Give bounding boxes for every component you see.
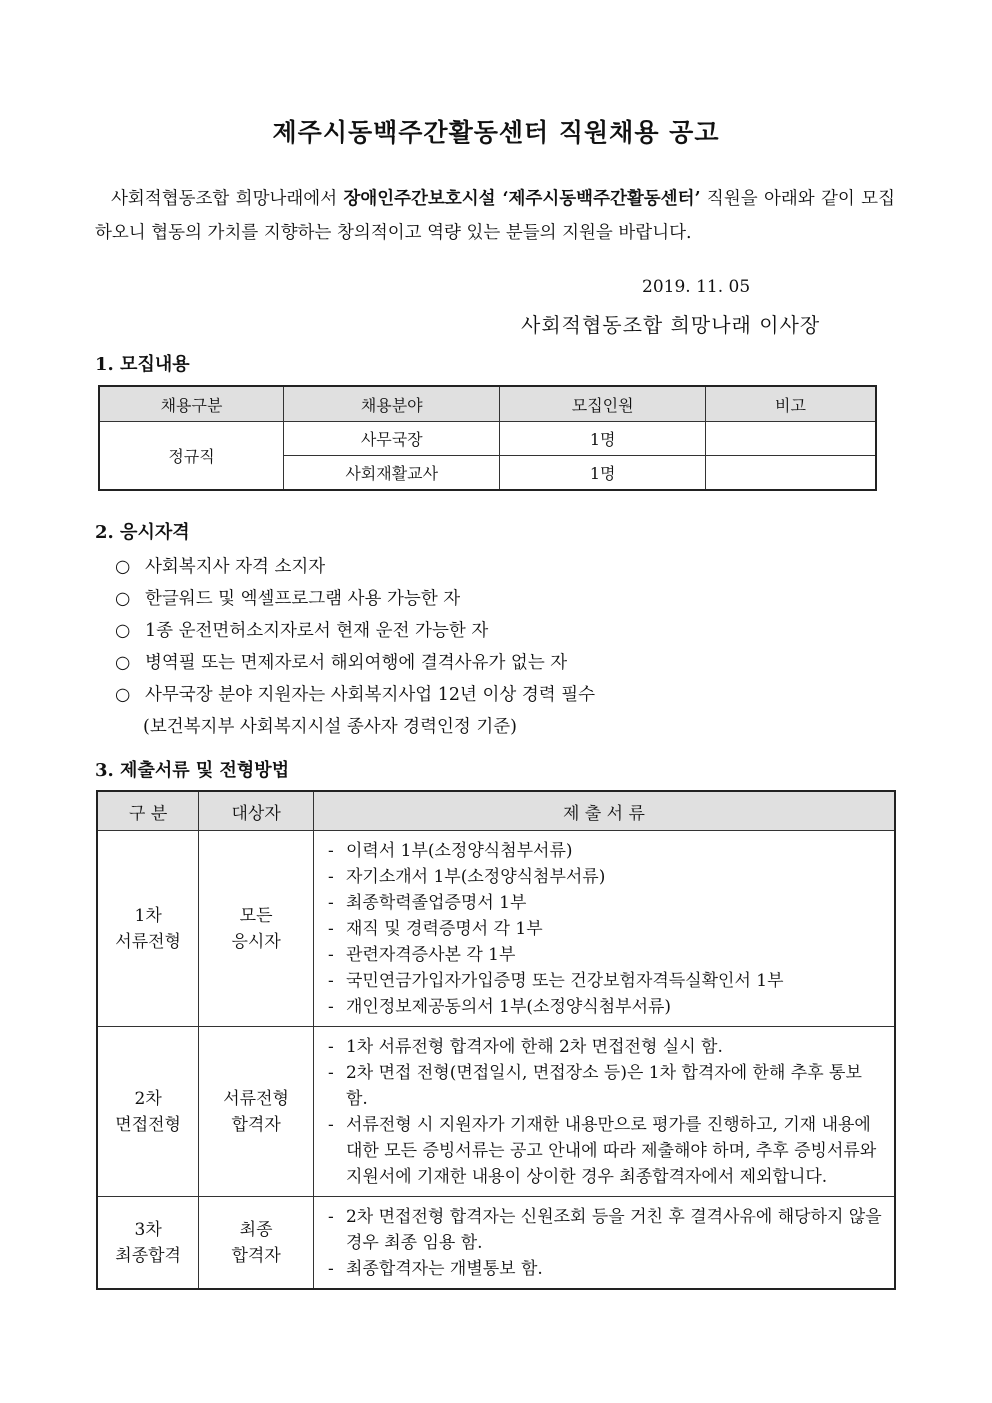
stage-cell: 1차 서류전형 — [97, 831, 199, 1027]
field-cell: 사무국장 — [284, 422, 500, 456]
documents-cell — [313, 831, 895, 1027]
qualification-sub-note: (보건복지부 사회복지시설 종사자 경력인정 기준) — [143, 717, 518, 737]
page-title: 제주시동백주간활동센터 직원채용 공고 — [272, 118, 720, 147]
intro-paragraph — [95, 182, 895, 250]
employment-category: 정규직 — [99, 422, 284, 491]
list-item: ○ 병역필 또는 면제자로서 해외여행에 결격사유가 없는 자 — [115, 647, 595, 679]
list-item: - 최종합격자는 개별통보 함. — [327, 1259, 543, 1279]
count-cell: 1명 — [500, 422, 705, 456]
note-cell — [705, 422, 876, 456]
circle-bullet-icon: ○ — [115, 557, 131, 577]
circle-bullet-icon: ○ — [115, 653, 131, 673]
header-note: 비고 — [705, 386, 876, 422]
list-item: - 관련자격증사본 각 1부 — [327, 945, 516, 965]
section-title-recruitment: 1. 모집내용 — [95, 354, 190, 375]
documents-cell — [313, 1027, 895, 1197]
qualification-list — [115, 551, 595, 743]
note-cell — [705, 456, 876, 491]
header-stage: 구 분 — [97, 791, 199, 831]
list-item: ○ 한글워드 및 엑셀프로그램 사용 가능한 자 — [115, 583, 595, 615]
recruitment-table — [98, 385, 877, 491]
header-category: 채용구분 — [99, 386, 284, 422]
circle-bullet-icon: ○ — [115, 621, 131, 641]
header-documents: 제 출 서 류 — [313, 791, 895, 831]
circle-bullet-icon: ○ — [115, 589, 131, 609]
list-item: - 최종학력졸업증명서 1부 — [327, 893, 527, 913]
list-item: ○ 사무국장 분야 지원자는 사회복지사업 12년 이상 경력 필수 — [115, 679, 595, 711]
list-item: - 개인정보제공동의서 1부(소정양식첨부서류) — [327, 997, 672, 1017]
header-target: 대상자 — [199, 791, 314, 831]
list-item: ○ 1종 운전면허소지자로서 현재 운전 가능한 자 — [115, 615, 595, 647]
field-cell: 사회재활교사 — [284, 456, 500, 491]
list-item: - 서류전형 시 지원자가 기재한 내용만으로 평가를 진행하고, 기재 내용에 대한 모든 증빙서류는 공고 안내에 따라 제출해야 하며, 추후 증빙서류와 지원서에 기재한 내용이 상이한 경우 최종합격자에서 제외합니다. — [327, 1115, 877, 1187]
header-count: 모집인원 — [500, 386, 705, 422]
list-item: - 1차 서류전형 합격자에 한해 2차 면접전형 실시 함. — [327, 1037, 723, 1057]
header-field: 채용분야 — [284, 386, 500, 422]
circle-bullet-icon: ○ — [115, 685, 131, 705]
target-cell: 서류전형 합격자 — [199, 1027, 314, 1197]
table-header-row — [97, 791, 895, 831]
target-cell: 모든 응시자 — [199, 831, 314, 1027]
table-row — [97, 1027, 895, 1197]
section-title-qualifications: 2. 응시자격 — [95, 522, 190, 543]
intro-text-part1: 사회적협동조합 희망나래에서 — [111, 189, 344, 209]
intro-text-part2: 직원을 아래와 같이 모집하오니 협동의 가치를 지향하는 창의적이고 역량 있는 분들의 지원을 바랍니다. — [95, 189, 895, 243]
list-item: ○ 사회복지사 자격 소지자 — [115, 551, 595, 583]
list-item: - 재직 및 경력증명서 각 1부 — [327, 919, 543, 939]
issuer-signature: 사회적협동조합 희망나래 이사장 — [521, 313, 821, 337]
table-header-row — [99, 386, 876, 422]
section-title-documents: 3. 제출서류 및 전형방법 — [95, 760, 290, 781]
notice-date: 2019. 11. 05 — [642, 277, 751, 297]
table-row — [97, 831, 895, 1027]
table-row — [99, 422, 876, 456]
count-cell: 1명 — [500, 456, 705, 491]
list-item: - 2차 면접 전형(면접일시, 면접장소 등)은 1차 합격자에 한해 추후 통보 함. — [327, 1063, 862, 1109]
intro-facility-name: 장애인주간보호시설 ‘제주시동백주간활동센터’ — [343, 189, 701, 209]
documents-table — [96, 790, 896, 1290]
stage-cell: 3차 최종합격 — [97, 1197, 199, 1290]
list-item: - 국민연금가입자가입증명 또는 건강보험자격득실확인서 1부 — [327, 971, 784, 991]
documents-cell — [313, 1197, 895, 1290]
stage-cell: 2차 면접전형 — [97, 1027, 199, 1197]
list-item: - 이력서 1부(소정양식첨부서류) — [327, 841, 573, 861]
table-row — [97, 1197, 895, 1290]
list-item: - 2차 면접전형 합격자는 신원조회 등을 거친 후 결격사유에 해당하지 않을 경우 최종 임용 함. — [327, 1207, 882, 1253]
list-item: - 자기소개서 1부(소정양식첨부서류) — [327, 867, 606, 887]
target-cell: 최종 합격자 — [199, 1197, 314, 1290]
